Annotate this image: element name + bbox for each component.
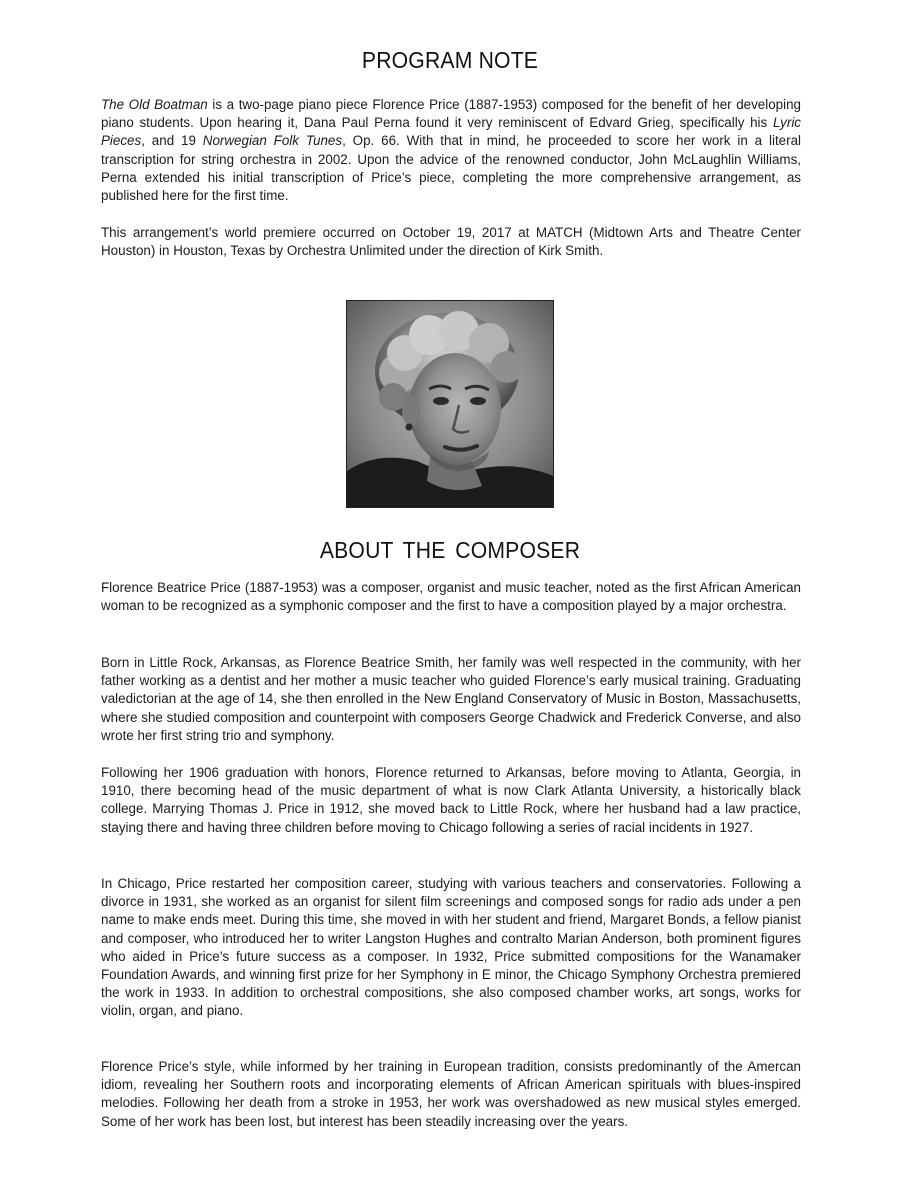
- portrait-illustration: [347, 301, 553, 507]
- about-paragraph-4: In Chicago, Price restarted her composition career, studying with various teachers and conservatories. Following a divorce in 1931, she worked as an organist for silent film screenings and composed songs for radio ads under a pen name to make ends meet. During this time, she moved in with her student and friend, Margaret Bonds, a fellow pianist and composer, who introduced her to writer Langston Hughes and contralto Marian Anderson, both prominent figures who aided in Price’s future success as a composer. In 1932, Price submitted compositions for the Wanamaker Foundation Awards, and winning first prize for her Symphony in E minor, the Chicago Symphony Orchestra premiered the work in 1933. In addition to orchestral compositions, she also composed chamber works, art songs, works for violin, organ, and piano.: [101, 876, 801, 1019]
- program-note-text-2: , and 19: [141, 133, 203, 149]
- composer-portrait-photo: [346, 300, 554, 508]
- program-note-heading: PROGRAM NOTE: [361, 47, 539, 73]
- norwegian-folk-tunes-title: Norwegian Folk Tunes: [202, 133, 343, 149]
- lyric-pieces-title: Lyric Pieces: [101, 115, 801, 149]
- about-paragraph-5: Florence Price’s style, while informed by her training in European tradition, consists predominantly of the Amercan idiom, revealing her Southern roots and incorporating elements of African American spirituals with blues-inspired melodies. Following her death from a stroke in 1953, her work was overshadowed as new musical styles emerged. Some of her work has been lost, but interest has been steadily increasing over the years.: [101, 1059, 801, 1129]
- about-paragraph-2: Born in Little Rock, Arkansas, as Florence Beatrice Smith, her family was well respected in the community, with her father working as a dentist and her mother a music teacher who guided Florence’s early musical training. Graduating valedictorian at the age of 14, she then enrolled in the New England Conservatory of Music in Boston, Massachusetts, where she studied composition and counterpoint with composers George Chadwick and Frederick Converse, and also wrote her first string trio and symphony.: [101, 655, 801, 743]
- program-note-text-1: is a two-page piano piece Florence Price (1887-1953) composed for the benefit of her developing piano students. Upon hearing it, Dana Paul Perna found it very reminiscent of Edvard Grieg, specifically his: [101, 97, 801, 131]
- program-note-paragraph-2: This arrangement’s world premiere occurred on October 19, 2017 at MATCH (Midtown Arts and Theatre Center Houston) in Houston, Texas by Orchestra Unlimited under the direction of Kirk Smith.: [101, 225, 801, 259]
- about-paragraph-1: Florence Beatrice Price (1887-1953) was a composer, organist and music teacher, noted as the first African American woman to be recognized as a symphonic composer and the first to have a composition played by a major orchestra.: [101, 580, 801, 614]
- about-paragraph-3: Following her 1906 graduation with honors, Florence returned to Arkansas, before moving to Atlanta, Georgia, in 1910, there becoming head of the music department of what is now Clark Atlanta University, a historically black college. Marrying Thomas J. Price in 1912, she moved back to Little Rock, where her husband had a law practice, staying there and having three children before moving to Chicago following a series of racial incidents in 1927.: [101, 765, 801, 835]
- about-composer-heading: ABOUT THE COMPOSER: [319, 537, 581, 563]
- program-note-paragraph-1: [101, 96, 801, 205]
- piece-title: The Old Boatman: [101, 97, 208, 112]
- program-note-text-3: , Op. 66. With that in mind, he proceeded to score her work in a literal transcription for string orchestra in 2002. Upon the advice of the renowned conductor, John McLaughlin Williams, Perna extended his initial transcription of Price’s piece, completing the more comprehensive arrangement, as published here for the first time.: [101, 133, 801, 204]
